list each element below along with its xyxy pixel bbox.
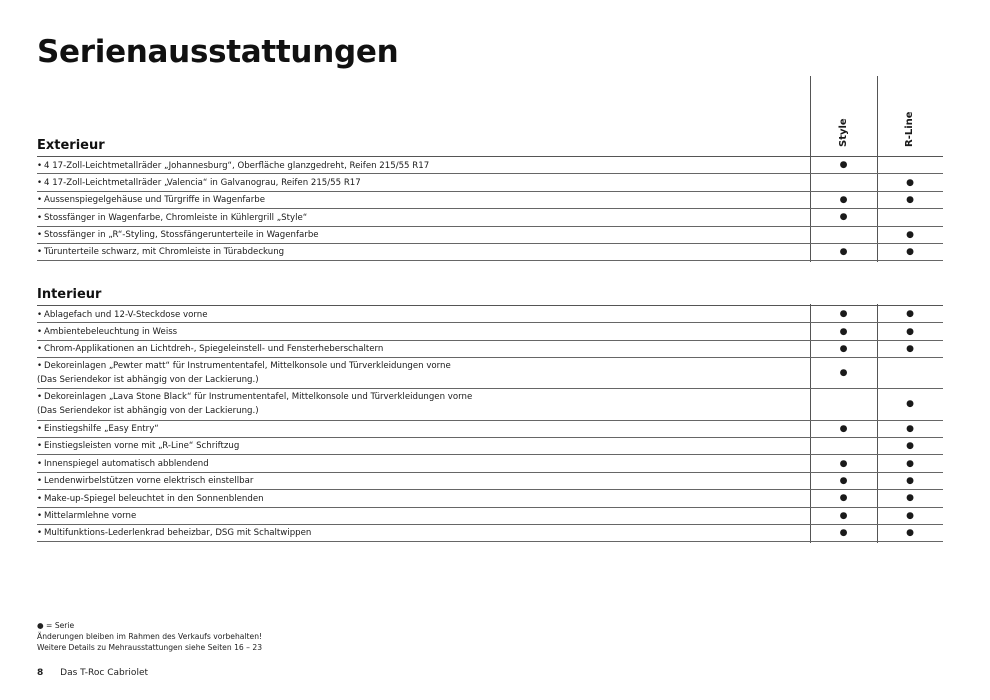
- legend-serie: ● = Serie: [37, 621, 75, 630]
- exterieur-table: [37, 157, 943, 261]
- table-row: [37, 192, 943, 209]
- row-label: 4 17-Zoll-Leichtmetallräder „Valencia“ in Galvanograu, Reifen 215/55 R17: [44, 177, 361, 188]
- table-row: [37, 455, 943, 472]
- table-row: [37, 438, 943, 455]
- table-row: [37, 341, 943, 358]
- table-row: [37, 508, 943, 525]
- rline-cell: ●: [906, 441, 914, 452]
- bullet-icon: •: [37, 424, 43, 435]
- row-text: [37, 474, 253, 488]
- table-row: [37, 244, 943, 261]
- rline-cell: ●: [906, 177, 914, 188]
- rline-cell: ●: [906, 194, 914, 205]
- row-label: Lendenwirbelstützen vorne elektrisch einstellbar: [44, 476, 254, 487]
- column-header-rline: R-Line: [904, 111, 915, 147]
- bullet-icon: •: [37, 160, 43, 171]
- section-title-interieur: Interieur: [37, 287, 102, 302]
- row-text: [37, 422, 159, 436]
- rline-cell: ●: [906, 458, 914, 469]
- row-text: [37, 359, 451, 387]
- table-row: [37, 174, 943, 191]
- rline-cell: ●: [906, 229, 914, 240]
- row-text: [37, 526, 311, 540]
- bullet-icon: •: [37, 212, 43, 223]
- table-row: [37, 473, 943, 490]
- row-label: 4 17-Zoll-Leichtmetallräder „Johannesburg“, Oberfläche glanzgedreht, Reifen 215/55 R17: [44, 160, 430, 171]
- page-title: Serienausstattungen: [37, 34, 399, 70]
- row-text: [37, 245, 284, 259]
- row-text: [37, 211, 307, 225]
- style-cell: ●: [839, 475, 848, 486]
- bullet-icon: •: [37, 326, 43, 337]
- rline-cell: ●: [906, 423, 914, 434]
- bullet-icon: •: [37, 493, 43, 504]
- style-cell: ●: [839, 458, 848, 469]
- legend: [37, 621, 262, 653]
- table-row: [37, 306, 943, 323]
- style-cell: ●: [839, 212, 848, 223]
- row-text: [37, 509, 136, 523]
- row-note: (Das Seriendekor ist abhängig von der Lackierung.): [37, 406, 259, 417]
- row-label: Aussenspiegelgehäuse und Türgriffe in Wagenfarbe: [44, 195, 265, 206]
- row-label: Stossfänger in „R“-Styling, Stossfängerunterteile in Wagenfarbe: [44, 230, 319, 241]
- rline-cell: ●: [906, 475, 914, 486]
- table-row: [37, 323, 943, 340]
- rline-cell: [877, 358, 943, 388]
- row-label: Ablagefach und 12-V-Steckdose vorne: [44, 309, 208, 320]
- column-header-style: Style: [838, 118, 849, 147]
- row-text: [37, 457, 209, 471]
- style-cell: ●: [839, 309, 848, 320]
- rline-cell: ●: [906, 528, 914, 539]
- row-text: [37, 176, 361, 190]
- rline-cell: ●: [906, 493, 914, 504]
- rline-cell: ●: [906, 510, 914, 521]
- style-cell: [810, 389, 877, 419]
- interieur-table: [37, 306, 943, 542]
- table-row: [37, 389, 943, 420]
- bullet-icon: •: [37, 195, 43, 206]
- row-label: Chrom-Applikationen an Lichtdreh-, Spiegeleinstell- und Fensterheberschaltern: [44, 344, 384, 355]
- rline-cell: [877, 209, 943, 225]
- row-text: [37, 308, 208, 322]
- row-text: [37, 159, 429, 173]
- row-label: Stossfänger in Wagenfarbe, Chromleiste in Kühlergrill „Style“: [44, 212, 308, 223]
- bullet-icon: •: [37, 344, 43, 355]
- section-gap: [810, 262, 944, 304]
- row-label: Multifunktions-Lederlenkrad beheizbar, DSG mit Schaltwippen: [44, 528, 312, 539]
- style-cell: ●: [839, 423, 848, 434]
- rline-cell: ●: [906, 343, 914, 354]
- row-text: [37, 492, 264, 506]
- rline-cell: ●: [906, 326, 914, 337]
- row-label: Innenspiegel automatisch abblendend: [44, 458, 209, 469]
- bullet-icon: •: [37, 392, 43, 403]
- row-label: Dekoreinlagen „Pewter matt“ für Instrumententafel, Mittelkonsole und Türverkleidungen vorne: [44, 361, 451, 372]
- row-label: Mittelarmlehne vorne: [44, 511, 137, 521]
- row-label: Einstiegsleisten vorne mit „R-Line“ Schriftzug: [44, 441, 240, 452]
- style-cell: ●: [839, 368, 848, 379]
- style-cell: [810, 227, 877, 243]
- bullet-icon: •: [37, 230, 43, 241]
- row-text: [37, 342, 383, 356]
- page-number: 8: [37, 668, 44, 678]
- row-label: Make-up-Spiegel beleuchtet in den Sonnenblenden: [44, 493, 264, 504]
- table-row: [37, 209, 943, 226]
- bullet-icon: •: [37, 458, 43, 469]
- table-row: [37, 227, 943, 244]
- publication-title: Das T-Roc Cabriolet: [60, 668, 149, 678]
- bullet-icon: •: [37, 528, 43, 539]
- section-title-exterieur: Exterieur: [37, 138, 105, 153]
- row-text: [37, 439, 239, 453]
- footer: [37, 668, 148, 678]
- style-cell: ●: [839, 343, 848, 354]
- table-row: [37, 525, 943, 542]
- row-text: [37, 325, 177, 339]
- row-label: Türunterteile schwarz, mit Chromleiste in Türabdeckung: [44, 247, 285, 258]
- row-text: [37, 193, 265, 207]
- bullet-icon: •: [37, 247, 43, 258]
- legend-changes: Änderungen bleiben im Rahmen des Verkaufs vorbehalten!: [37, 631, 263, 641]
- bullet-icon: •: [37, 361, 43, 372]
- row-label: Dekoreinlagen „Lava Stone Black“ für Instrumententafel, Mittelkonsole und Türverkleidungen vorne: [44, 392, 473, 403]
- style-cell: ●: [839, 194, 848, 205]
- style-cell: ●: [839, 326, 848, 337]
- table-row: [37, 358, 943, 389]
- style-cell: ●: [839, 493, 848, 504]
- row-label: Einstiegshilfe „Easy Entry“: [44, 424, 159, 435]
- bullet-icon: •: [37, 309, 43, 320]
- style-cell: ●: [839, 528, 848, 539]
- bullet-icon: •: [37, 441, 43, 452]
- style-cell: [810, 438, 877, 454]
- style-cell: ●: [839, 247, 848, 258]
- legend-details: Weitere Details zu Mehrausstattungen siehe Seiten 16 – 23: [37, 642, 263, 652]
- rline-cell: [877, 157, 943, 173]
- style-cell: ●: [839, 510, 848, 521]
- row-text: [37, 390, 472, 418]
- row-text: [37, 228, 319, 242]
- row-note: (Das Seriendekor ist abhängig von der Lackierung.): [37, 375, 259, 386]
- bullet-icon: •: [37, 511, 43, 521]
- style-cell: [810, 174, 877, 190]
- rline-cell: ●: [906, 247, 914, 258]
- row-label: Ambientebeleuchtung in Weiss: [44, 326, 178, 337]
- rline-cell: ●: [906, 309, 914, 320]
- table-row: [37, 490, 943, 507]
- table-row: [37, 157, 943, 174]
- table-row: [37, 421, 943, 438]
- bullet-icon: •: [37, 177, 43, 188]
- style-cell: ●: [839, 160, 848, 171]
- bullet-icon: •: [37, 476, 43, 487]
- rline-cell: ●: [906, 399, 914, 410]
